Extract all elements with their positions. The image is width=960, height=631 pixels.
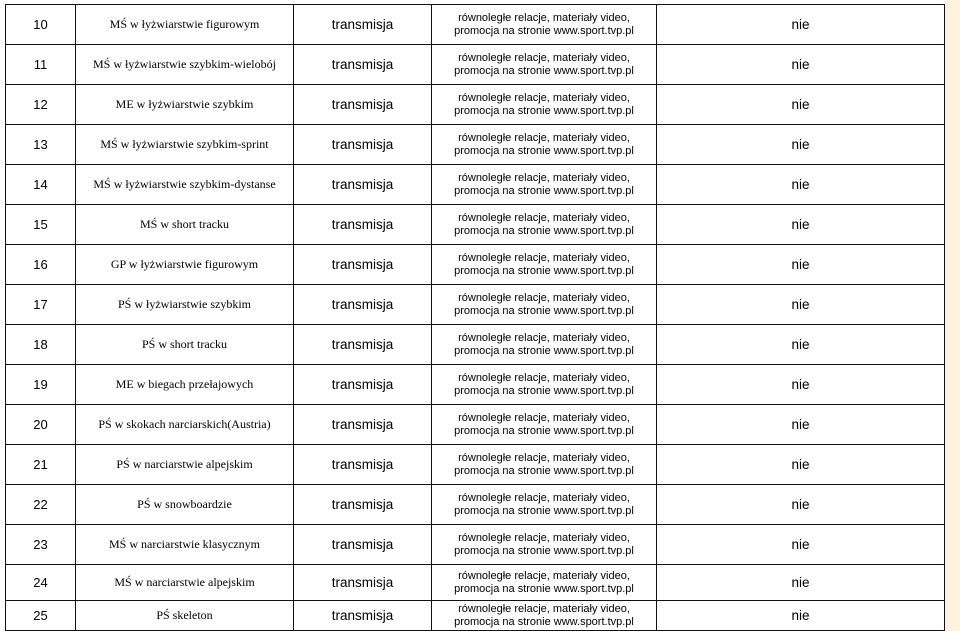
- event-name: PŚ w snowboardzie: [137, 497, 232, 511]
- broadcast-type-cell: [294, 125, 432, 165]
- online-coverage-line-2: promocja na stronie www.sport.tvp.pl: [454, 384, 634, 397]
- table-row: [6, 205, 945, 245]
- broadcast-type: transmisja: [331, 377, 394, 392]
- flag-cell: [657, 485, 945, 525]
- flag-value: nie: [791, 608, 810, 623]
- online-coverage-line-2: promocja na stronie www.sport.tvp.pl: [454, 184, 634, 197]
- broadcast-type-cell: [294, 165, 432, 205]
- event-name: PŚ skeleton: [156, 608, 213, 622]
- event-name: MŚ w łyżwiarstwie szybkim-sprint: [100, 137, 269, 151]
- flag-cell: [657, 525, 945, 565]
- online-coverage-cell: [432, 285, 657, 325]
- broadcast-type-cell: [294, 5, 432, 45]
- broadcast-type: transmisja: [331, 337, 394, 352]
- row-number: 11: [33, 57, 48, 72]
- table-row: [6, 165, 945, 205]
- broadcast-type-cell: [294, 445, 432, 485]
- row-number-cell: [6, 601, 76, 631]
- broadcast-type: transmisja: [331, 97, 394, 112]
- flag-cell: [657, 325, 945, 365]
- event-name: PŚ w skokach narciarskich(Austria): [98, 417, 271, 431]
- flag-cell: [657, 45, 945, 85]
- row-number: 12: [33, 97, 48, 112]
- table-row: [6, 85, 945, 125]
- flag-value: nie: [791, 497, 810, 512]
- online-coverage-cell: [432, 45, 657, 85]
- row-number-cell: [6, 525, 76, 565]
- broadcast-type: transmisja: [331, 297, 394, 312]
- event-name: PŚ w narciarstwie alpejskim: [116, 457, 253, 471]
- flag-value: nie: [791, 57, 810, 72]
- row-number-cell: [6, 565, 76, 601]
- broadcast-type-cell: [294, 485, 432, 525]
- flag-cell: [657, 601, 945, 631]
- event-name-cell: [76, 365, 294, 405]
- broadcast-type-cell: [294, 285, 432, 325]
- event-name: PŚ w short tracku: [142, 337, 227, 351]
- flag-cell: [657, 245, 945, 285]
- row-number-cell: [6, 165, 76, 205]
- broadcast-type-cell: [294, 565, 432, 601]
- online-coverage-line-1: równoległe relacje, materiały video,: [458, 411, 630, 424]
- online-coverage-cell: [432, 485, 657, 525]
- broadcast-table: [5, 4, 945, 631]
- event-name-cell: [76, 245, 294, 285]
- row-number: 22: [33, 497, 48, 512]
- online-coverage-cell: [432, 365, 657, 405]
- row-number: 10: [33, 17, 48, 32]
- online-coverage-line-1: równoległe relacje, materiały video,: [458, 51, 630, 64]
- online-coverage-line-2: promocja na stronie www.sport.tvp.pl: [454, 544, 634, 557]
- event-name-cell: [76, 285, 294, 325]
- table-row: [6, 601, 945, 631]
- flag-cell: [657, 205, 945, 245]
- online-coverage-line-2: promocja na stronie www.sport.tvp.pl: [454, 104, 634, 117]
- event-name-cell: [76, 165, 294, 205]
- broadcast-type: transmisja: [331, 608, 394, 623]
- flag-cell: [657, 165, 945, 205]
- online-coverage-line-2: promocja na stronie www.sport.tvp.pl: [454, 615, 634, 628]
- broadcast-type-cell: [294, 405, 432, 445]
- event-name-cell: [76, 325, 294, 365]
- table-row: [6, 45, 945, 85]
- broadcast-type: transmisja: [331, 537, 394, 552]
- row-number: 15: [33, 217, 48, 232]
- event-name-cell: [76, 45, 294, 85]
- online-coverage-line-2: promocja na stronie www.sport.tvp.pl: [454, 464, 634, 477]
- flag-value: nie: [791, 217, 810, 232]
- flag-value: nie: [791, 417, 810, 432]
- flag-value: nie: [791, 17, 810, 32]
- event-name-cell: [76, 445, 294, 485]
- event-name-cell: [76, 5, 294, 45]
- online-coverage-cell: [432, 125, 657, 165]
- flag-cell: [657, 445, 945, 485]
- event-name: MŚ w narciarstwie klasycznym: [109, 537, 260, 551]
- event-name-cell: [76, 565, 294, 601]
- event-name: ME w biegach przełajowych: [115, 377, 254, 391]
- event-name: MŚ w short tracku: [140, 217, 229, 231]
- row-number: 18: [33, 337, 48, 352]
- broadcast-type-cell: [294, 325, 432, 365]
- row-number: 20: [33, 417, 48, 432]
- row-number: 19: [33, 377, 48, 392]
- row-number: 13: [33, 137, 48, 152]
- table-row: [6, 565, 945, 601]
- online-coverage-line-2: promocja na stronie www.sport.tvp.pl: [454, 582, 634, 595]
- flag-cell: [657, 405, 945, 445]
- online-coverage-line-1: równoległe relacje, materiały video,: [458, 291, 630, 304]
- online-coverage-cell: [432, 205, 657, 245]
- online-coverage-cell: [432, 5, 657, 45]
- broadcast-type-cell: [294, 245, 432, 285]
- online-coverage-cell: [432, 165, 657, 205]
- flag-value: nie: [791, 537, 810, 552]
- table-row: [6, 405, 945, 445]
- table-row: [6, 525, 945, 565]
- row-number-cell: [6, 445, 76, 485]
- event-name-cell: [76, 125, 294, 165]
- event-name: GP w łyżwiarstwie figurowym: [110, 257, 259, 271]
- table-body: [6, 5, 945, 631]
- online-coverage-line-1: równoległe relacje, materiały video,: [458, 211, 630, 224]
- broadcast-type: transmisja: [331, 137, 394, 152]
- flag-value: nie: [791, 297, 810, 312]
- row-number-cell: [6, 405, 76, 445]
- online-coverage-cell: [432, 405, 657, 445]
- online-coverage-cell: [432, 565, 657, 601]
- table-row: [6, 325, 945, 365]
- broadcast-type-cell: [294, 365, 432, 405]
- row-number: 17: [33, 297, 48, 312]
- flag-cell: [657, 565, 945, 601]
- event-name-cell: [76, 485, 294, 525]
- row-number-cell: [6, 325, 76, 365]
- broadcast-type: transmisja: [331, 575, 394, 590]
- online-coverage-line-2: promocja na stronie www.sport.tvp.pl: [454, 224, 634, 237]
- row-number-cell: [6, 365, 76, 405]
- row-number: 16: [33, 257, 48, 272]
- online-coverage-line-1: równoległe relacje, materiały video,: [458, 91, 630, 104]
- online-coverage-line-1: równoległe relacje, materiały video,: [458, 569, 630, 582]
- broadcast-type: transmisja: [331, 57, 394, 72]
- table-row: [6, 285, 945, 325]
- online-coverage-line-1: równoległe relacje, materiały video,: [458, 371, 630, 384]
- flag-cell: [657, 125, 945, 165]
- broadcast-type-cell: [294, 525, 432, 565]
- row-number: 21: [33, 457, 48, 472]
- row-number-cell: [6, 205, 76, 245]
- table-row: [6, 365, 945, 405]
- online-coverage-cell: [432, 525, 657, 565]
- flag-value: nie: [791, 337, 810, 352]
- broadcast-type-cell: [294, 45, 432, 85]
- row-number-cell: [6, 5, 76, 45]
- flag-value: nie: [791, 257, 810, 272]
- event-name: PŚ w łyżwiarstwie szybkim: [118, 297, 251, 311]
- flag-value: nie: [791, 575, 810, 590]
- event-name: ME w łyżwiarstwie szybkim: [115, 97, 254, 111]
- table-row: [6, 485, 945, 525]
- broadcast-type: transmisja: [331, 17, 394, 32]
- online-coverage-line-2: promocja na stronie www.sport.tvp.pl: [454, 504, 634, 517]
- broadcast-type-cell: [294, 601, 432, 631]
- row-number-cell: [6, 285, 76, 325]
- broadcast-type-cell: [294, 85, 432, 125]
- row-number-cell: [6, 45, 76, 85]
- broadcast-type: transmisja: [331, 417, 394, 432]
- broadcast-type: transmisja: [331, 177, 394, 192]
- online-coverage-line-2: promocja na stronie www.sport.tvp.pl: [454, 304, 634, 317]
- event-name-cell: [76, 205, 294, 245]
- event-name-cell: [76, 601, 294, 631]
- table-row: [6, 125, 945, 165]
- broadcast-type: transmisja: [331, 257, 394, 272]
- broadcast-type: transmisja: [331, 497, 394, 512]
- broadcast-type-cell: [294, 205, 432, 245]
- online-coverage-cell: [432, 445, 657, 485]
- online-coverage-line-1: równoległe relacje, materiały video,: [458, 602, 630, 615]
- row-number: 24: [33, 575, 48, 590]
- online-coverage-line-1: równoległe relacje, materiały video,: [458, 531, 630, 544]
- online-coverage-line-1: równoległe relacje, materiały video,: [458, 331, 630, 344]
- online-coverage-line-2: promocja na stronie www.sport.tvp.pl: [454, 64, 634, 77]
- row-number: 25: [33, 608, 48, 623]
- online-coverage-line-1: równoległe relacje, materiały video,: [458, 251, 630, 264]
- row-number-cell: [6, 245, 76, 285]
- flag-value: nie: [791, 97, 810, 112]
- flag-cell: [657, 365, 945, 405]
- online-coverage-cell: [432, 601, 657, 631]
- flag-value: nie: [791, 377, 810, 392]
- row-number: 23: [33, 537, 48, 552]
- table-row: [6, 5, 945, 45]
- margin-strip: [945, 0, 960, 631]
- online-coverage-line-2: promocja na stronie www.sport.tvp.pl: [454, 264, 634, 277]
- event-name-cell: [76, 405, 294, 445]
- flag-value: nie: [791, 137, 810, 152]
- flag-cell: [657, 5, 945, 45]
- table-row: [6, 445, 945, 485]
- online-coverage-cell: [432, 85, 657, 125]
- online-coverage-line-1: równoległe relacje, materiały video,: [458, 131, 630, 144]
- online-coverage-line-1: równoległe relacje, materiały video,: [458, 11, 630, 24]
- broadcast-type: transmisja: [331, 457, 394, 472]
- online-coverage-line-2: promocja na stronie www.sport.tvp.pl: [454, 424, 634, 437]
- online-coverage-line-2: promocja na stronie www.sport.tvp.pl: [454, 144, 634, 157]
- flag-value: nie: [791, 177, 810, 192]
- online-coverage-line-1: równoległe relacje, materiały video,: [458, 451, 630, 464]
- event-name: MŚ w narciarstwie alpejskim: [114, 575, 255, 589]
- event-name: MŚ w łyżwiarstwie szybkim-wielobój: [93, 57, 276, 71]
- row-number: 14: [33, 177, 48, 192]
- table-row: [6, 245, 945, 285]
- online-coverage-line-1: równoległe relacje, materiały video,: [458, 491, 630, 504]
- flag-cell: [657, 85, 945, 125]
- flag-cell: [657, 285, 945, 325]
- online-coverage-cell: [432, 245, 657, 285]
- flag-value: nie: [791, 457, 810, 472]
- event-name-cell: [76, 85, 294, 125]
- event-name: MŚ w łyżwiarstwie szybkim-dystanse: [93, 177, 276, 191]
- online-coverage-line-1: równoległe relacje, materiały video,: [458, 171, 630, 184]
- online-coverage-line-2: promocja na stronie www.sport.tvp.pl: [454, 24, 634, 37]
- event-name-cell: [76, 525, 294, 565]
- row-number-cell: [6, 485, 76, 525]
- broadcast-type: transmisja: [331, 217, 394, 232]
- row-number-cell: [6, 85, 76, 125]
- row-number-cell: [6, 125, 76, 165]
- online-coverage-cell: [432, 325, 657, 365]
- online-coverage-line-2: promocja na stronie www.sport.tvp.pl: [454, 344, 634, 357]
- event-name: MŚ w łyżwiarstwie figurowym: [109, 17, 260, 31]
